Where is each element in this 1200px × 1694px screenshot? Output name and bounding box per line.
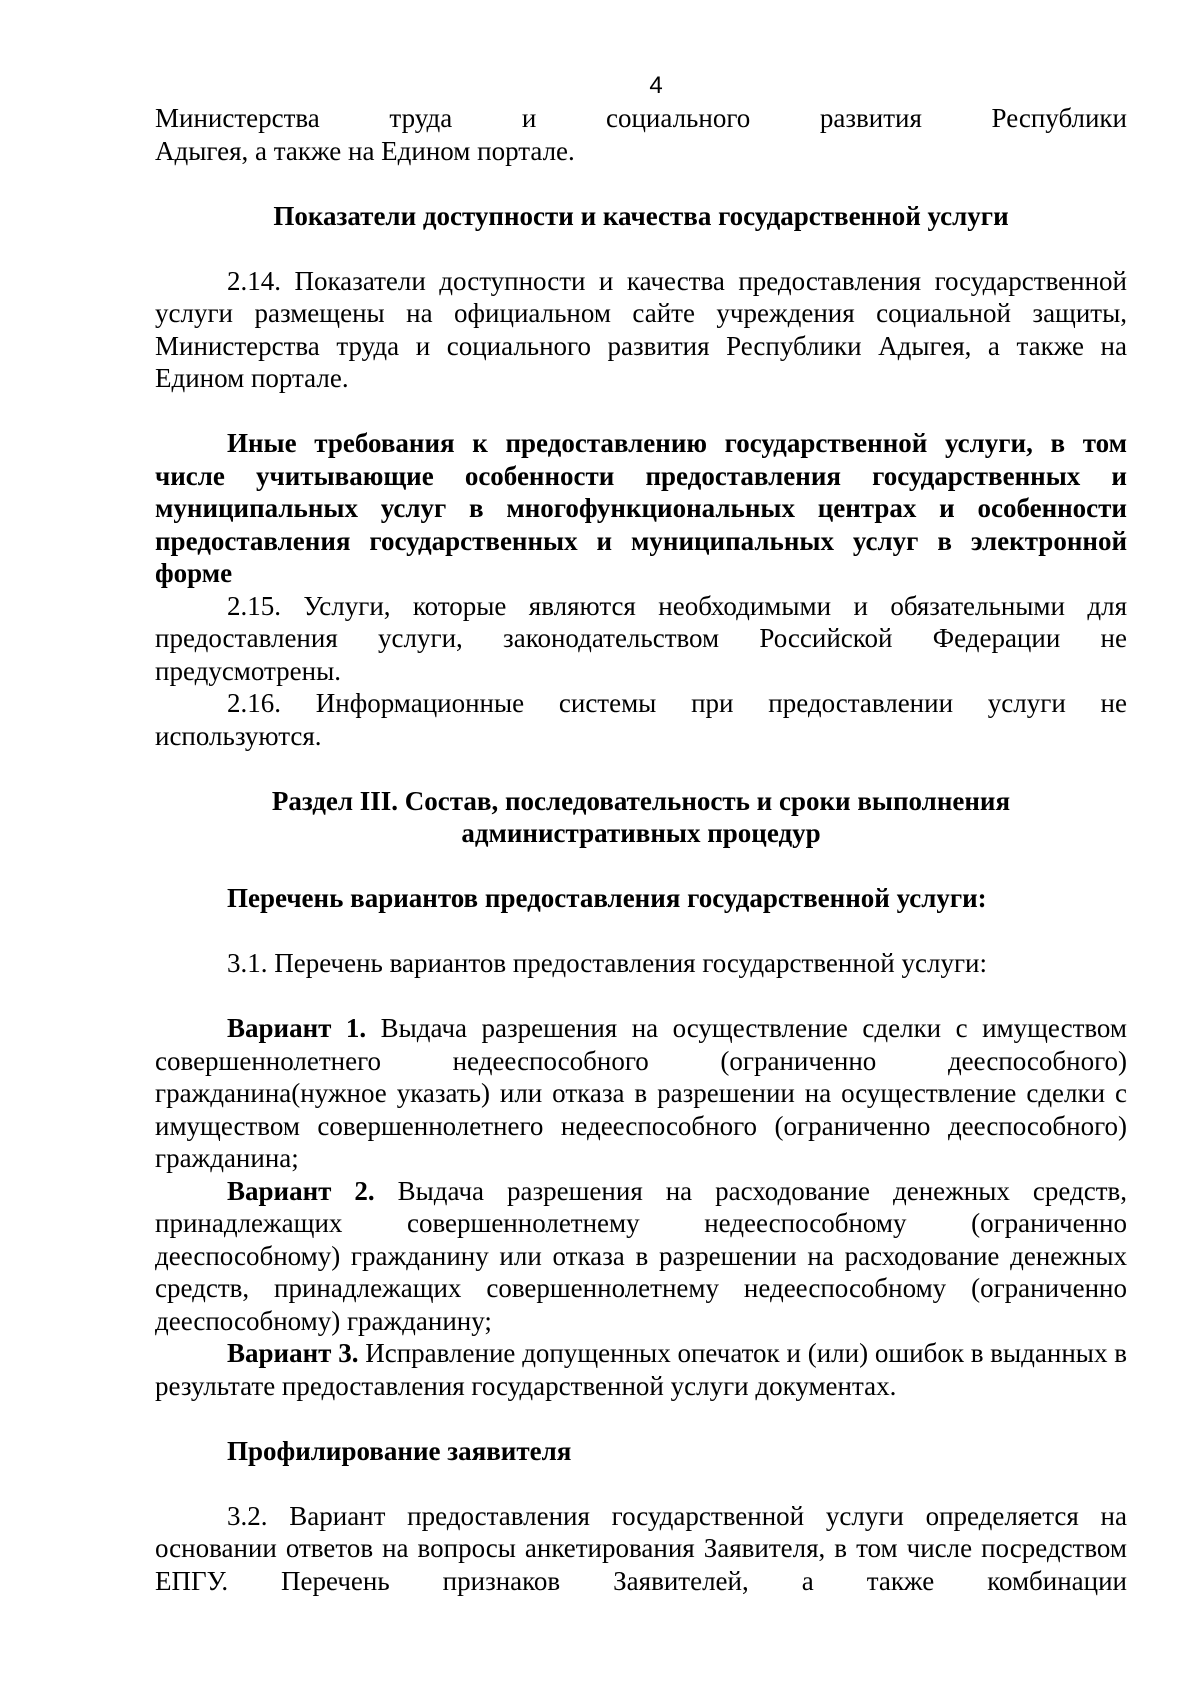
paragraph-2-15: 2.15. Услуги, которые являются необходимыми и обязательными для предоставления услуги, законодательством Российской Федерации не предусмотрены. [155,590,1127,686]
heading-section-3-line-1: Раздел III. Состав, последовательность и сроки выполнения [271,785,1011,816]
heading-variants-list: Перечень вариантов предоставления государственной услуги: [227,883,987,913]
intro-line-2: Адыгея, а также на Едином портале. [155,135,575,166]
variant-2 [155,1175,1127,1338]
variant-1-text: Выдача разрешения на осуществление сделки с имуществом совершеннолетнего недееспособного (ограниченно дееспособного) гражданина(нужное указать) или отказа в разрешении на осуществление сделки с имуществом совершеннолетнего недееспособного (ограниченно дееспособного) гражданина; [155,1013,1128,1173]
variant-3-label: Вариант 3. [227,1338,359,1368]
heading-profiling: Профилирование заявителя [227,1435,572,1466]
paragraph-2-16: 2.16. Информационные системы при предоставлении услуги не используются. [155,688,1127,751]
variant-3-text: Исправление допущенных опечаток и (или) ошибок в выданных в результате предоставления государственной услуги документах. [155,1338,1127,1401]
intro-line-1: Министерства труда и социального развития Республики [155,103,1127,133]
document-page [155,70,1127,1597]
heading-other-requirements: Иные требования к предоставлению государственной услуги, в том числе учитывающие особенности предоставления государственных и муниципальных услуг в многофункциональных центрах и особенности предоставления государственных и муниципальных услуг в электронной форме [155,428,1127,588]
variant-2-label: Вариант 2. [227,1175,375,1206]
variant-3 [155,1337,1127,1402]
page-number: 4 [649,72,663,99]
variant-1 [155,1012,1127,1175]
paragraph-3-1: 3.1. Перечень вариантов предоставления государственной услуги: [227,948,987,978]
paragraph-3-2: 3.2. Вариант предоставления государственной услуги определяется на основании ответов на вопросы анкетирования Заявителя, в том числе посредством ЕПГУ. Перечень признаков Заявителей, а также комбинации [155,1500,1127,1596]
heading-access-quality: Показатели доступности и качества государственной услуги [273,200,1009,231]
heading-section-3-line-2: административных процедур [461,818,821,848]
variant-1-label: Вариант 1. [227,1013,367,1043]
variant-2-text: Выдача разрешения на расходование денежных средств, принадлежащих совершеннолетнему недееспособному (ограниченно дееспособному) гражданину или отказа в разрешении на расходование денежных средств, принадлежащих совершеннолетнему недееспособному (ограниченно дееспособному) гражданину; [155,1175,1127,1336]
paragraph-2-14: 2.14. Показатели доступности и качества предоставления государственной услуги размещены на официальном сайте учреждения социальной защиты, Министерства труда и социального развития Республики Адыгея, а также на Едином портале. [155,265,1127,393]
